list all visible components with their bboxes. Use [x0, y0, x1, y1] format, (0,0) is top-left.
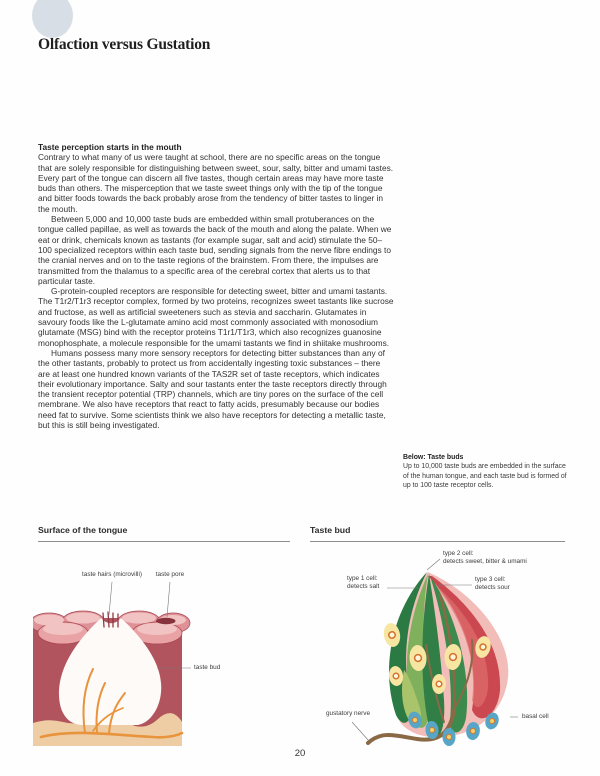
article-column: [38, 142, 394, 430]
label-type3-cell: type 3 cell: detects sour: [475, 576, 510, 591]
figure-title-taste-bud: Taste bud: [310, 525, 565, 542]
body-paragraph-1: Contrary to what many of us were taught at school, there are no specific areas on the tongue that are solely responsible for distinguishing between sweet, sour, salty, bitter and umami tastes. Every part of the tongue can discern all five tastes, though certain areas may have more taste buds than others. The misperception that we taste sweet things only with the tip of the tongue and bitter foods towards the back probably arose from the tendency of bitter tastes to linger in the mouth.: [38, 152, 394, 214]
label-taste-pore: taste pore: [155, 571, 185, 578]
label-taste-bud: taste bud: [194, 664, 221, 671]
label-gustatory-nerve: gustatory nerve: [326, 710, 371, 717]
page-title: Olfaction versus Gustation: [38, 36, 211, 53]
tongue-cross-section-figure: [33, 565, 298, 750]
label-taste-hairs: taste hairs (microvilli): [81, 571, 142, 578]
page-number: 20: [294, 748, 306, 759]
tongue-cross-section-illustration: [33, 565, 298, 750]
taste-bud-figure: [322, 550, 598, 762]
taste-pore-opening: [157, 618, 176, 624]
body-paragraph-4: Humans possess many more sensory receptors for detecting bitter substances than any of the other tastants, probably to protect us from accidentally ingesting toxic substances – there are at least one hundred known variants of the TAS2R set of taste receptors, which indicates their evolutionary importance. Salty and sour tastants enter the taste receptors directly through the transient receptor potential (TRP) channels, which are tiny pores on the surface of the cell membrane. We also have receptors that react to fatty acids, presumably because our bodies need fat to survive. Some scientists think we also have receptors for detecting a metallic taste, but this is still being investigated.: [38, 347, 387, 431]
figure-caption-heading: Below: Taste buds: [403, 454, 464, 461]
article-heading: Taste perception starts in the mouth: [38, 142, 182, 152]
figure-title-tongue: Surface of the tongue: [38, 525, 290, 542]
body-paragraph-2: Between 5,000 and 10,000 taste buds are embedded within small protuberances on the tongue called papillae, as well as towards the back of the mouth and along the palate. When we eat or drink, chemicals known as tastants (for example sugar, salt and acid) stimulate the 50–100 specialized receptors within each taste bud, sending signals from the nerve fibre endings to the cranial nerves and on to the taste regions of the brainstem. From there, the impulses are transmitted from the thalamus to a specific area of the cerebral cortex that alerts us to that particular taste.: [38, 214, 392, 286]
label-type1-cell: type 1 cell: detects salt: [347, 575, 380, 590]
chapter-marker-circle: [32, 0, 73, 38]
body-paragraph-3: G-protein-coupled receptors are responsible for detecting sweet, bitter and umami tastants. The T1r2/T1r3 receptor complex, formed by two proteins, recognizes sweet tastants like sucrose and fructose, as well as artificial sweeteners such as stevia and saccharin. Glutamates in savoury foods like the L-glutamate amino acid most commonly associated with monosodium glutamate (MSG) bind with the receptor proteins T1r1/T1r3, which also recognizes guanosine monophosphate, a molecule responsible for the umami tastants we find in shiitake mushrooms.: [38, 286, 394, 348]
figure-caption: [403, 453, 569, 491]
label-type2-cell: type 2 cell: detects sweet, bitter & umami: [443, 550, 527, 565]
label-basal-cell: basal cell: [522, 713, 549, 720]
figure-caption-body: Up to 10,000 taste buds are embedded in the surface of the human tongue, and each taste bud is formed of up to 100 taste receptor cells.: [403, 463, 567, 490]
